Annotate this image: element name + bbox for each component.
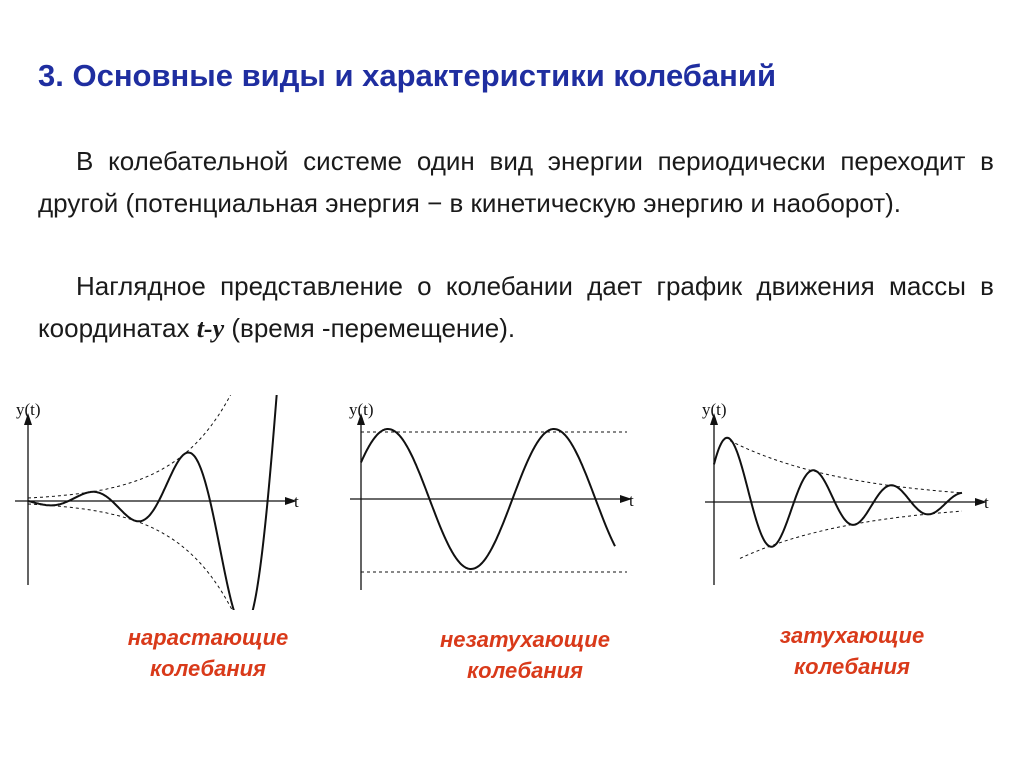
envelope-lower — [740, 511, 962, 558]
paragraph-energy: В колебательной системе один вид энергии периодически переходит в другой (потенциальная энергия − в кинетическую энергию и наоборот). — [38, 146, 994, 218]
caption-undamped-line2: колебания — [466, 658, 584, 683]
envelope-upper — [28, 395, 292, 498]
oscillation-curve — [28, 395, 310, 610]
x-axis-label: t — [629, 491, 634, 510]
x-axis-label: t — [294, 492, 299, 511]
paragraph-graph — [38, 265, 994, 350]
slide-title: 3. Основные виды и характеристики колебаний — [38, 58, 777, 93]
plot-damped — [700, 395, 1010, 610]
plot-growing — [10, 395, 320, 610]
plot-undamped-svg — [345, 395, 655, 610]
caption-damped — [722, 620, 982, 682]
plot-growing-svg — [10, 395, 320, 610]
coordinates-variable: t-y — [196, 314, 225, 343]
plot-undamped — [345, 395, 655, 610]
envelope-lower — [28, 504, 292, 610]
caption-damped-line1: затухающие — [779, 623, 925, 648]
caption-undamped — [395, 624, 655, 686]
envelope-upper — [730, 441, 962, 493]
caption-growing-line1: нарастающие — [127, 625, 289, 650]
paragraph-graph-text-1: Наглядное представление о колебании дает график движения массы в координатах — [38, 271, 994, 343]
oscillation-curve — [714, 438, 962, 547]
caption-growing — [78, 622, 338, 684]
y-axis-label: y(t) — [349, 400, 374, 419]
y-axis-label: y(t) — [702, 400, 727, 419]
plot-damped-svg — [700, 395, 1010, 610]
x-axis-label: t — [984, 493, 989, 512]
y-axis-label: y(t) — [16, 400, 41, 419]
paragraph-graph-text-2: (время -перемещение). — [224, 313, 516, 343]
caption-undamped-line1: незатухающие — [440, 627, 610, 652]
caption-growing-line2: колебания — [149, 656, 267, 681]
caption-damped-line2: колебания — [793, 654, 911, 679]
